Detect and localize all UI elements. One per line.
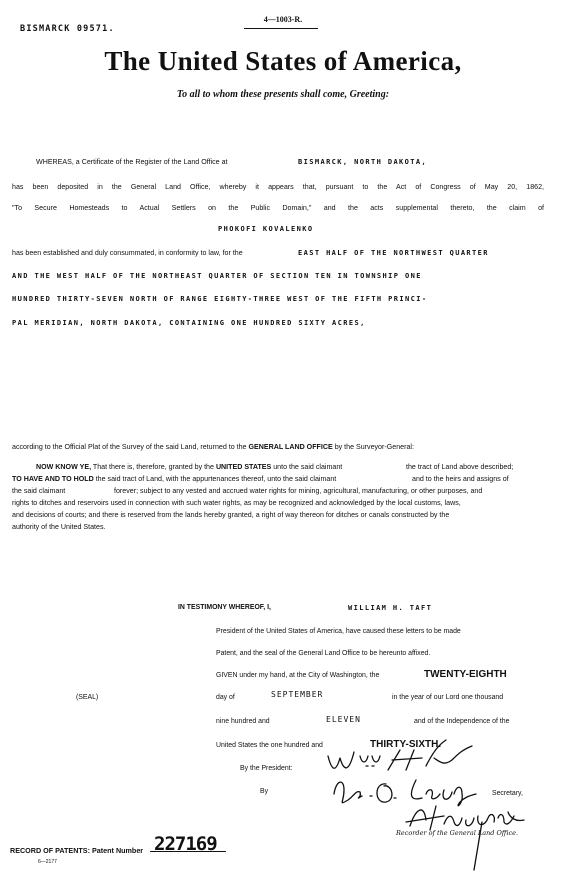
plat-text-bold: GENERAL LAND OFFICE xyxy=(248,443,333,451)
year-value: ELEVEN xyxy=(326,715,361,724)
whereas-line-2: has been deposited in the General Land Office, whereby it appears that, pursuant to the Act of Congress of May 20, 1862, xyxy=(12,183,544,191)
grant-line-1-tail: the tract of Land above described; xyxy=(406,463,514,471)
whereas-line-3: "To Secure Homesteads to Actual Settlers on the Public Domain," and the acts supplemental thereto, the claim of xyxy=(12,204,544,212)
grant-united-states: UNITED STATES xyxy=(215,463,272,471)
month-value: SEPTEMBER xyxy=(271,690,324,699)
recorder-signature-icon xyxy=(400,796,530,872)
greeting-line: To all to whom these presents shall come, Greeting: xyxy=(176,89,390,100)
testimony-lead: IN TESTIMONY WHEREOF, I, xyxy=(178,604,271,611)
year-text: in the year of our Lord one thousand xyxy=(392,694,504,701)
testimony-line-1: President of the United States of America, have caused these letters to be made xyxy=(216,628,461,635)
land-office-name: BISMARCK, NORTH DAKOTA, xyxy=(298,158,428,166)
grant-now-know-ye: NOW KNOW YE, xyxy=(36,463,92,471)
record-of-patents-label: RECORD OF PATENTS: Patent Number xyxy=(10,846,144,855)
grant-line-4: rights to ditches and reservoirs used in connection with such water rights, as may be recognized and acknowledged by the local customs, laws, xyxy=(12,499,461,507)
form-number-underline xyxy=(244,28,318,29)
plat-text-after: by the Surveyor-General: xyxy=(334,443,414,451)
president-name: WILLIAM H. TAFT xyxy=(348,604,433,612)
grant-line-2 xyxy=(12,475,336,483)
form-code: 6—2177 xyxy=(38,859,57,865)
grant-to-have-and-to-hold: TO HAVE AND TO HOLD xyxy=(12,475,94,483)
patent-serial: BISMARCK 09571. xyxy=(20,24,115,34)
secretary-label: Secretary, xyxy=(492,790,523,797)
land-description-2: AND THE WEST HALF OF THE NORTHEAST QUARTER OF SECTION TEN IN TOWNSHIP ONE xyxy=(12,272,422,280)
grant-line-1 xyxy=(36,463,342,471)
form-number: 4—1003-R. xyxy=(263,15,303,24)
by-the-president: By the President: xyxy=(240,765,293,772)
land-description-3: HUNDRED THIRTY-SEVEN NORTH OF RANGE EIGHTY-THREE WEST OF THE FIFTH PRINCI- xyxy=(12,295,428,303)
grant-line-1-text-a: That there is, therefore, granted by the xyxy=(92,463,214,471)
seal-label: (SEAL) xyxy=(76,694,99,701)
land-description-1: EAST HALF OF THE NORTHWEST QUARTER xyxy=(298,249,489,257)
nine-hundred-text: nine hundred and xyxy=(216,718,270,725)
testimony-line-2: Patent, and the seal of the General Land Office to be hereunto affixed. xyxy=(216,650,431,657)
day-value: TWENTY-EIGHTH xyxy=(424,669,507,680)
grant-line-3a: the said claimant xyxy=(12,487,66,495)
recorder-label: Recorder of the General Land Office. xyxy=(396,829,519,837)
grant-line-2-tail: and to the heirs and assigns of xyxy=(412,475,509,483)
grant-line-6: authority of the United States. xyxy=(12,523,106,531)
whereas-line-5: has been established and duly consummated, in conformity to law, for the xyxy=(12,249,243,257)
independence-value: THIRTY-SIXTH. xyxy=(370,739,442,750)
grant-line-1-text-b: unto the said claimant xyxy=(273,463,343,471)
patent-number: 227169 xyxy=(154,833,217,855)
us-text: United States the one hundred and xyxy=(216,742,323,749)
independence-text: and of the Independence of the xyxy=(414,718,510,725)
document-title: The United States of America, xyxy=(104,46,462,76)
grant-line-5: and decisions of courts; and there is reserved from the lands hereby granted, a right of way thereon for ditches or canals constructed by the xyxy=(12,511,450,519)
grant-line-2-text: the said tract of Land, with the appurtenances thereof, unto the said claimant xyxy=(95,475,337,483)
plat-line xyxy=(12,443,414,451)
whereas-line-1: WHEREAS, a Certificate of the Register of the Land Office at xyxy=(36,158,228,166)
day-of-label: day of xyxy=(216,694,235,701)
by-label: By xyxy=(260,788,269,795)
claimant-name: PHOKOFI KOVALENKO xyxy=(218,225,314,233)
plat-text-before: according to the Official Plat of the Survey of the said Land, returned to the xyxy=(12,443,247,451)
given-text: GIVEN under my hand, at the City of Washington, the xyxy=(216,672,380,679)
land-description-4: PAL MERIDIAN, NORTH DAKOTA, CONTAINING ONE HUNDRED SIXTY ACRES, xyxy=(12,319,366,327)
grant-line-3b: forever; subject to any vested and accrued water rights for mining, agricultural, manufacturing, or other purposes, and xyxy=(114,487,483,495)
